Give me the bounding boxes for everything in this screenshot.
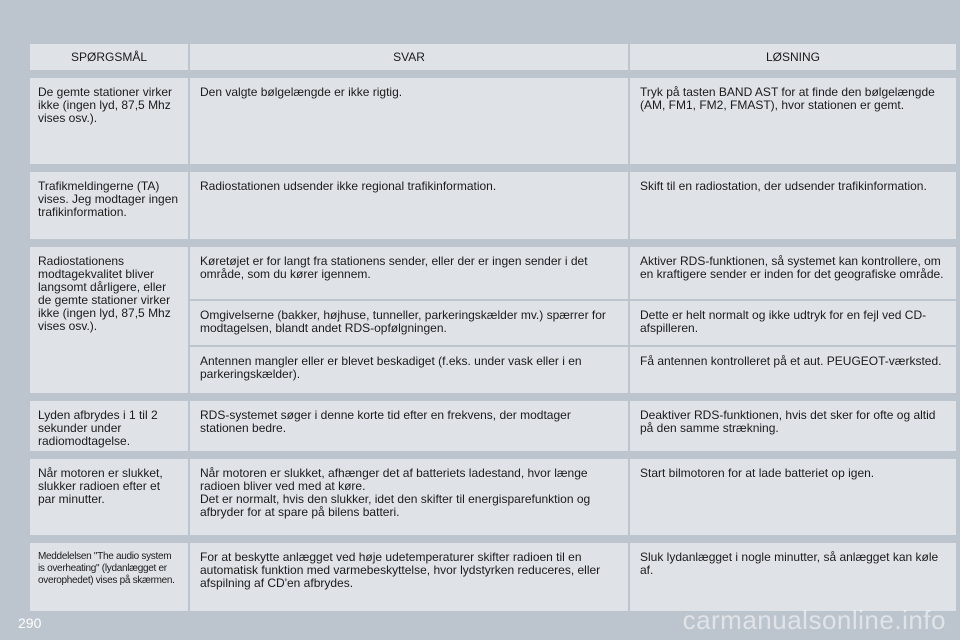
answer-cell: Køretøjet er for langt fra stationens sender, eller der er ingen sender i det område, som du kører igennem. <box>190 247 628 299</box>
table-row <box>30 543 956 611</box>
header-question: SPØRGSMÅL <box>30 44 188 70</box>
header-solution: LØSNING <box>630 44 956 70</box>
answer-cell: Når motoren er slukket, afhænger det af batteriets ladestand, hvor længe radioen bliver ved med at køre. Det er normalt, hvis den slukker, idet den skifter til energisparefunktion og afbryder for at spare på bilens batteri. <box>190 459 628 535</box>
solution-cell: Sluk lydanlægget i nogle minutter, så anlægget kan køle af. <box>630 543 956 611</box>
solution-cell: Start bilmotoren for at lade batteriet op igen. <box>630 459 956 535</box>
table-row <box>30 172 956 239</box>
answer-cell: Den valgte bølgelængde er ikke rigtig. <box>190 78 628 164</box>
solution-cell: Skift til en radiostation, der udsender trafikinformation. <box>630 172 956 239</box>
table-row <box>30 247 956 393</box>
table-header <box>30 44 956 70</box>
question-cell: Når motoren er slukket, slukker radioen efter et par minutter. <box>30 459 188 535</box>
solution-cell: Få antennen kontrolleret på et aut. PEUGEOT-værksted. <box>630 347 956 393</box>
answer-cell: Antennen mangler eller er blevet beskadiget (f.eks. under vask eller i en parkeringskælder). <box>190 347 628 393</box>
table-row <box>30 459 956 535</box>
header-answer: SVAR <box>190 44 628 70</box>
solution-cell: Aktiver RDS-funktionen, så systemet kan kontrollere, om en kraftigere sender er inden for det geografiske område. <box>630 247 956 299</box>
table-row <box>30 78 956 164</box>
answer-cell: Radiostationen udsender ikke regional trafikinformation. <box>190 172 628 239</box>
question-cell: Meddelelsen "The audio system is overheating" (lydanlægget er overophedet) vises på skærmen. <box>30 543 188 611</box>
table-row <box>30 401 956 451</box>
answer-cell: Omgivelserne (bakker, højhuse, tunneller, parkeringskælder mv.) spærrer for modtagelsen, blandt andet RDS-opfølgningen. <box>190 301 628 345</box>
question-cell: Lyden afbrydes i 1 til 2 sekunder under radiomodtagelse. <box>30 401 188 451</box>
question-cell: Radiostationens modtagekvalitet bliver langsomt dårligere, eller de gemte stationer virker ikke (ingen lyd, 87,5 Mhz vises osv.). <box>30 247 188 393</box>
answer-cell: For at beskytte anlægget ved høje udetemperaturer skifter radioen til en automatisk funktion med varmebeskyttelse, hvor lydstyrken reduceres, eller afspilning af CD'en afbrydes. <box>190 543 628 611</box>
page-number: 290 <box>18 615 42 631</box>
troubleshooting-table <box>30 44 956 619</box>
question-cell: Trafikmeldingerne (TA) vises. Jeg modtager ingen trafikinformation. <box>30 172 188 239</box>
watermark: carmanualsonline.info <box>682 605 946 635</box>
answer-cell: RDS-systemet søger i denne korte tid efter en frekvens, der modtager stationen bedre. <box>190 401 628 451</box>
solution-cell: Deaktiver RDS-funktionen, hvis det sker for ofte og altid på den samme strækning. <box>630 401 956 451</box>
solution-cell: Dette er helt normalt og ikke udtryk for en fejl ved CD-afspilleren. <box>630 301 956 345</box>
solution-cell: Tryk på tasten BAND AST for at finde den bølgelængde (AM, FM1, FM2, FMAST), hvor stationen er gemt. <box>630 78 956 164</box>
question-cell: De gemte stationer virker ikke (ingen lyd, 87,5 Mhz vises osv.). <box>30 78 188 164</box>
